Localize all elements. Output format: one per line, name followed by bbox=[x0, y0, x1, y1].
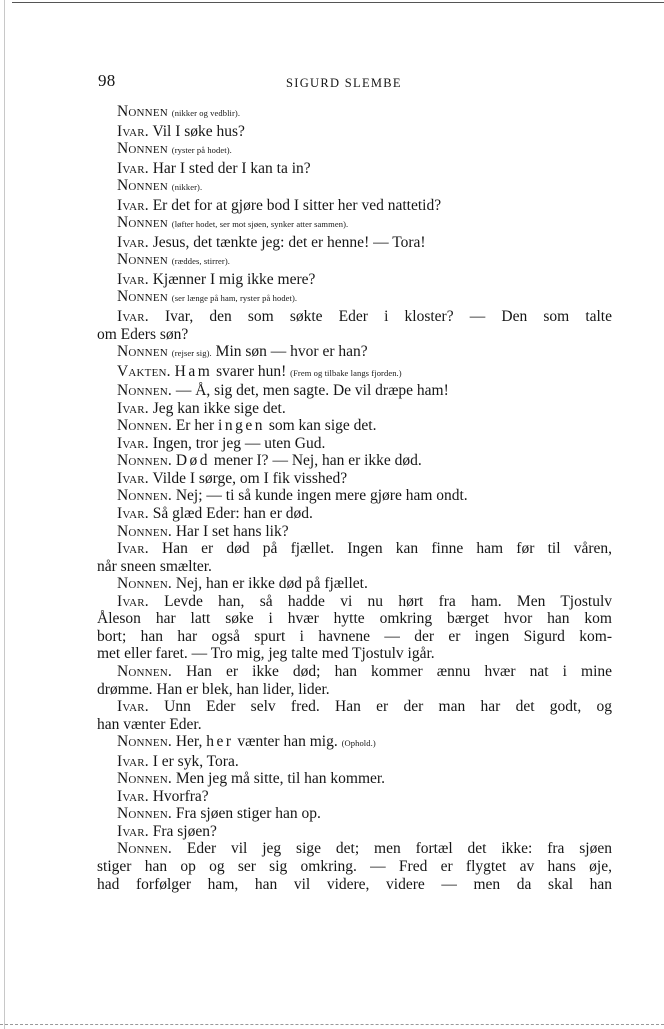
dialogue-line bbox=[97, 753, 612, 771]
page-bottom-edge bbox=[0, 1024, 664, 1025]
dialogue-text: mener I? — Nej, han er ikke død. bbox=[213, 452, 422, 470]
speaker-name: Ivar. bbox=[117, 399, 149, 417]
page-left-edge bbox=[4, 0, 5, 1029]
running-title: SIGURD SLEMBE bbox=[286, 76, 402, 90]
dialogue-text: Fra sjøen stiger han op. bbox=[175, 805, 321, 823]
dialogue-text: stiger han op og ser sig omkring. — Fred er flygtet av hans øje, bbox=[97, 857, 612, 875]
dialogue-line bbox=[97, 593, 612, 611]
dialogue-text: Så glæd Eder: han er død. bbox=[152, 505, 313, 523]
dialogue-continuation-line bbox=[97, 628, 612, 646]
dialogue-text: Hvorfra? bbox=[152, 787, 209, 805]
page-number: 98 bbox=[98, 71, 116, 90]
speaker-name: Nonnen bbox=[117, 214, 168, 232]
dialogue-line bbox=[97, 197, 612, 215]
dialogue-line bbox=[97, 770, 612, 788]
dialogue-line bbox=[97, 363, 612, 383]
speaker-name: Ivar. bbox=[117, 434, 149, 452]
dialogue-text: når sneen smælter. bbox=[97, 557, 212, 575]
speaker-name: Ivar. bbox=[117, 270, 149, 288]
speaker-name: Ivar. bbox=[117, 540, 149, 558]
dialogue-text: Jesus, det tænkte jeg: det er henne! — Tora! bbox=[152, 233, 426, 251]
dialogue-text: svarer hun! bbox=[216, 362, 287, 380]
speaker-name: Ivar. bbox=[117, 233, 149, 251]
emphasized-word: ingen bbox=[218, 417, 265, 435]
speaker-name: Nonnen. bbox=[117, 805, 172, 823]
dialogue-line bbox=[97, 103, 612, 123]
stage-direction: (ser længe på ham, ryster på hodet). bbox=[171, 293, 298, 304]
speaker-name: Ivar. bbox=[117, 787, 149, 805]
dialogue-text: Er det for at gjøre bod I sitter her ved nattetid? bbox=[152, 196, 442, 214]
speaker-name: Nonnen. bbox=[117, 662, 172, 680]
dialogue-text: Er her bbox=[175, 417, 215, 435]
dialogue-text: Ivar, den som søkte Eder i kloster? — Den som talte bbox=[164, 308, 612, 326]
speaker-name: Ivar. bbox=[117, 698, 149, 716]
speaker-name: Nonnen bbox=[117, 177, 168, 195]
dialogue-line bbox=[97, 234, 612, 252]
dialogue-text: had forfølger ham, han vil videre, videre — men da skal han bbox=[97, 875, 612, 893]
dialogue-text: I er syk, Tora. bbox=[152, 752, 239, 770]
speaker-name: Ivar. bbox=[117, 308, 149, 326]
dialogue-continuation-line bbox=[97, 716, 612, 734]
speaker-name: Nonnen. bbox=[117, 417, 172, 435]
stage-direction: (ræddes, stirrer). bbox=[171, 256, 230, 267]
dialogue-text: Han er død på fjællet. Ingen kan finne ham før til våren, bbox=[162, 540, 612, 558]
speaker-name: Nonnen. bbox=[117, 840, 172, 858]
dialogue-line bbox=[97, 271, 612, 289]
dialogue-line bbox=[97, 140, 612, 160]
dialogue-text: met eller faret. — Tro mig, jeg talte med Tjostulv igår. bbox=[97, 645, 435, 663]
speaker-name: Nonnen. bbox=[117, 382, 172, 400]
speaker-name: Ivar. bbox=[117, 122, 149, 140]
stage-direction: (Ophold.) bbox=[341, 738, 376, 749]
dialogue-line bbox=[97, 698, 612, 716]
dialogue-text: bort; han har også spurt i havnene — der er ingen Sigurd kom- bbox=[97, 627, 612, 645]
dialogue-line bbox=[97, 540, 612, 558]
stage-direction: (ryster på hodet). bbox=[171, 145, 232, 156]
stage-direction: (nikker). bbox=[171, 182, 203, 193]
dialogue-line bbox=[97, 452, 612, 470]
dialogue-text: — Å, sig det, men sagte. De vil dræpe ham! bbox=[175, 382, 449, 400]
dialogue-text: Han er ikke død; han kommer ænnu hvær nat i mine bbox=[186, 662, 613, 680]
dialogue-text: Fra sjøen? bbox=[152, 822, 217, 840]
dialogue-line bbox=[97, 251, 612, 271]
dialogue-text: som kan sige det. bbox=[268, 417, 377, 435]
dialogue-text: Kjænner I mig ikke mere? bbox=[152, 270, 316, 288]
dialogue-text: Eder vil jeg sige det; men fortæl det ikke: fra sjøen bbox=[186, 840, 612, 858]
stage-direction: (løfter hodet, ser mot sjøen, synker atter sammen). bbox=[171, 219, 349, 230]
dialogue-line bbox=[97, 663, 612, 681]
speaker-name: Nonnen bbox=[117, 140, 168, 158]
speaker-name: Ivar. bbox=[117, 159, 149, 177]
dialogue-line bbox=[97, 505, 612, 523]
dialogue-line bbox=[97, 123, 612, 141]
play-dialogue bbox=[97, 103, 612, 893]
speaker-name: Nonnen bbox=[117, 288, 168, 306]
dialogue-line bbox=[97, 823, 612, 841]
speaker-name: Nonnen. bbox=[117, 522, 172, 540]
speaker-name: Ivar. bbox=[117, 592, 149, 610]
emphasized-word: her bbox=[206, 733, 234, 751]
dialogue-text: Har I sted der I kan ta in? bbox=[152, 159, 311, 177]
dialogue-text: Nej, han er ikke død på fjællet. bbox=[175, 575, 368, 593]
dialogue-continuation-line bbox=[97, 876, 612, 894]
dialogue-continuation-line bbox=[97, 681, 612, 699]
dialogue-line bbox=[97, 733, 612, 753]
dialogue-text: Her, bbox=[175, 733, 203, 751]
dialogue-text: Levde han, så hadde vi nu hørt fra ham. Men Tjostulv bbox=[164, 592, 613, 610]
emphasized-word: Død bbox=[175, 452, 211, 470]
dialogue-text: han vænter Eder. bbox=[97, 715, 202, 733]
dialogue-text: Ingen, tror jeg — uten Gud. bbox=[152, 434, 326, 452]
speaker-name: Nonnen. bbox=[117, 733, 172, 751]
dialogue-text: Åleson har latt søke i hvær hytte omkring bærget hvor han kom bbox=[97, 610, 612, 628]
dialogue-line bbox=[97, 177, 612, 197]
dialogue-line bbox=[97, 575, 612, 593]
dialogue-line bbox=[97, 288, 612, 308]
dialogue-continuation-line bbox=[97, 558, 612, 576]
dialogue-line bbox=[97, 160, 612, 178]
emphasized-word: Ham bbox=[174, 362, 213, 380]
speaker-name: Nonnen. bbox=[117, 770, 172, 788]
dialogue-continuation-line bbox=[97, 858, 612, 876]
speaker-name: Ivar. bbox=[117, 196, 149, 214]
dialogue-text: Har I set hans lik? bbox=[175, 522, 289, 540]
dialogue-line bbox=[97, 788, 612, 806]
dialogue-line bbox=[97, 523, 612, 541]
dialogue-line bbox=[97, 417, 612, 435]
dialogue-line bbox=[97, 487, 612, 505]
dialogue-continuation-line bbox=[97, 645, 612, 663]
speaker-name: Nonnen. bbox=[117, 487, 172, 505]
stage-direction: (nikker og vedblir). bbox=[171, 108, 241, 118]
dialogue-text: Jeg kan ikke sige det. bbox=[152, 399, 286, 417]
dialogue-line bbox=[97, 400, 612, 418]
dialogue-continuation-line bbox=[97, 326, 612, 344]
dialogue-text: Unn Eder selv fred. Han er der man har det godt, og bbox=[164, 698, 613, 716]
dialogue-text: om Eders søn? bbox=[97, 325, 189, 343]
dialogue-line bbox=[97, 382, 612, 400]
stage-direction: (Frem og tilbake langs fjorden.) bbox=[290, 367, 402, 378]
dialogue-line bbox=[97, 470, 612, 488]
dialogue-line bbox=[97, 214, 612, 234]
dialogue-continuation-line bbox=[97, 610, 612, 628]
speaker-name: Vakten. bbox=[117, 362, 171, 380]
speaker-name: Ivar. bbox=[117, 469, 149, 487]
speaker-name: Ivar. bbox=[117, 822, 149, 840]
speaker-name: Nonnen bbox=[117, 103, 168, 120]
dialogue-line bbox=[97, 805, 612, 823]
dialogue-line bbox=[97, 343, 612, 363]
dialogue-line bbox=[97, 840, 612, 858]
dialogue-text: Min søn — hvor er han? bbox=[215, 343, 368, 361]
page-top-edge bbox=[12, 2, 664, 3]
dialogue-text: Vil I søke hus? bbox=[152, 122, 245, 140]
stage-direction: (rejser sig). bbox=[171, 348, 212, 359]
speaker-name: Nonnen. bbox=[117, 575, 172, 593]
speaker-name: Nonnen bbox=[117, 251, 168, 269]
speaker-name: Ivar. bbox=[117, 752, 149, 770]
speaker-name: Nonnen bbox=[117, 343, 168, 361]
speaker-name: Ivar. bbox=[117, 505, 149, 523]
dialogue-text: Nej; — ti så kunde ingen mere gjøre ham ondt. bbox=[175, 487, 468, 505]
dialogue-text: drømme. Han er blek, han lider, lider. bbox=[97, 680, 330, 698]
dialogue-line bbox=[97, 435, 612, 453]
dialogue-text: Vilde I sørge, om I fik visshed? bbox=[152, 469, 348, 487]
dialogue-text: Men jeg må sitte, til han kommer. bbox=[175, 770, 386, 788]
dialogue-line bbox=[97, 308, 612, 326]
dialogue-text: vænter han mig. bbox=[237, 733, 338, 751]
speaker-name: Nonnen. bbox=[117, 452, 172, 470]
